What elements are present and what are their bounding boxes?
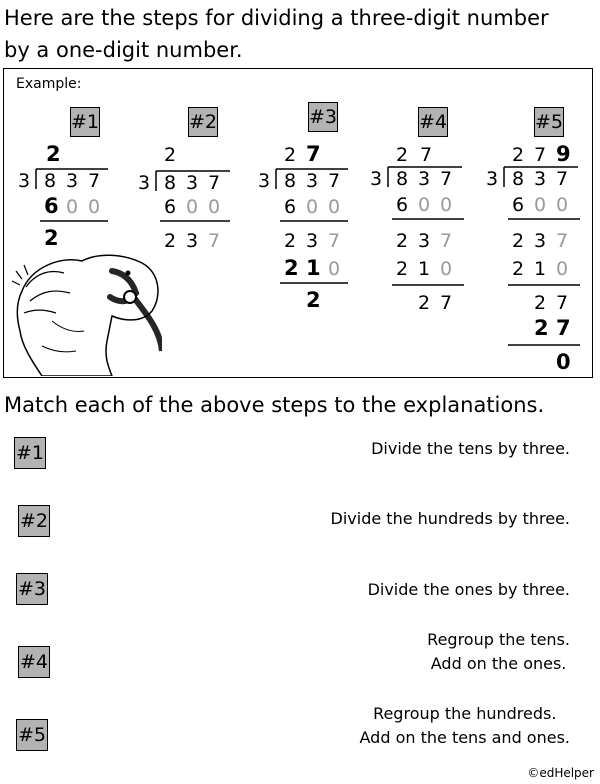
dividend-digit: 3 [534, 168, 547, 190]
placeholder-zero: 0 [328, 196, 341, 218]
dividend-digit: 3 [66, 170, 79, 192]
explanation-line: Divide the tens by three. [371, 439, 570, 458]
dividend-digit: 8 [284, 170, 297, 192]
explanation-2 [331, 507, 570, 531]
product-digit: 2 [512, 258, 525, 280]
copyright-text: ©edHelper [527, 766, 594, 780]
quotient-digit: 2 [164, 144, 177, 166]
dividend-digit: 7 [88, 170, 101, 192]
quotient-digit: 2 [46, 142, 61, 166]
horse-illustration [12, 251, 162, 376]
quotient-digit: 2 [284, 144, 297, 166]
placeholder-zero: 0 [186, 196, 199, 218]
placeholder-zero: 0 [440, 194, 453, 216]
product-digit: 1 [418, 258, 431, 280]
remainder-digit: 3 [418, 230, 431, 252]
match-label-4: #4 [18, 646, 50, 678]
match-label-5: #5 [16, 719, 48, 751]
brought-down-digit: 7 [208, 230, 221, 252]
brought-down-digit: 7 [328, 230, 341, 252]
product-digit: 6 [512, 194, 525, 216]
step-label-4: #4 [418, 107, 448, 137]
dividend-digit: 3 [306, 170, 319, 192]
step-label-3: #3 [308, 102, 338, 132]
step-label-5: #5 [534, 107, 564, 137]
product-digit: 2 [534, 316, 549, 340]
explanation-line: Add on the ones. [430, 654, 567, 673]
placeholder-zero: 0 [556, 194, 569, 216]
page-heading [4, 2, 596, 66]
product-digit: 6 [396, 194, 409, 216]
quotient-digit: 2 [396, 144, 409, 166]
remainder-digit: 2 [512, 230, 525, 252]
match-label-2: #2 [18, 505, 50, 537]
explanation-1 [371, 437, 570, 461]
remainder-digit: 2 [284, 230, 297, 252]
divisor: 3 [258, 170, 271, 192]
remainder-digit: 2 [44, 226, 59, 250]
product-digit: 2 [284, 256, 299, 280]
product-digit: 7 [556, 316, 571, 340]
explanation-line: Divide the hundreds by three. [330, 509, 570, 528]
remainder-digit: 7 [556, 292, 569, 314]
example-box [3, 68, 593, 378]
dividend-digit: 3 [418, 168, 431, 190]
heading-line-1: Here are the steps for dividing a three-digit number [4, 6, 549, 30]
remainder-digit: 2 [306, 288, 321, 312]
placeholder-zero: 0 [306, 196, 319, 218]
placeholder-zero: 0 [440, 258, 453, 280]
remainder-digit: 7 [440, 292, 453, 314]
explanation-5 [360, 702, 570, 750]
quotient-digit: 9 [556, 142, 571, 166]
division-step-5 [486, 142, 580, 374]
product-digit: 1 [306, 256, 321, 280]
divisor: 3 [486, 168, 499, 190]
dividend-digit: 7 [556, 168, 569, 190]
quotient-digit: 7 [306, 142, 321, 166]
product-digit: 1 [534, 258, 547, 280]
remainder-digit: 2 [418, 292, 431, 314]
product-digit: 6 [284, 196, 297, 218]
quotient-digit: 7 [420, 144, 433, 166]
dividend-digit: 8 [396, 168, 409, 190]
remainder-digit: 0 [556, 350, 571, 374]
remainder-digit: 3 [534, 230, 547, 252]
heading-line-2: by a one-digit number. [4, 38, 243, 62]
dividend-digit: 3 [186, 172, 199, 194]
division-step-2 [138, 144, 230, 252]
explanation-line: Regroup the hundreds. [373, 704, 557, 723]
placeholder-zero: 0 [88, 196, 101, 218]
remainder-digit: 3 [186, 230, 199, 252]
division-step-1 [18, 142, 108, 250]
remainder-digit: 2 [396, 230, 409, 252]
placeholder-zero: 0 [328, 258, 341, 280]
divisor: 3 [18, 170, 31, 192]
division-step-4 [370, 144, 464, 314]
remainder-digit: 3 [306, 230, 319, 252]
dividend-digit: 8 [164, 172, 177, 194]
dividend-digit: 7 [208, 172, 221, 194]
placeholder-zero: 0 [556, 258, 569, 280]
product-digit: 6 [164, 196, 177, 218]
explanation-line: Regroup the tens. [427, 630, 570, 649]
dividend-digit: 8 [44, 170, 57, 192]
quotient-digit: 7 [534, 144, 547, 166]
step-label-2: #2 [188, 107, 218, 137]
dividend-digit: 7 [328, 170, 341, 192]
match-label-3: #3 [16, 573, 48, 605]
explanation-4 [427, 628, 570, 676]
remainder-digit: 2 [534, 292, 547, 314]
product-digit: 6 [44, 194, 59, 218]
divisor: 3 [370, 168, 383, 190]
remainder-digit: 2 [164, 230, 177, 252]
explanation-line: Add on the tens and ones. [359, 728, 570, 747]
placeholder-zero: 0 [418, 194, 431, 216]
explanation-3 [368, 578, 570, 602]
step-label-1: #1 [70, 107, 100, 137]
placeholder-zero: 0 [208, 196, 221, 218]
product-digit: 2 [396, 258, 409, 280]
placeholder-zero: 0 [534, 194, 547, 216]
brought-down-digit: 7 [556, 230, 569, 252]
dividend-digit: 8 [512, 168, 525, 190]
brought-down-digit: 7 [440, 230, 453, 252]
dividend-digit: 7 [440, 168, 453, 190]
instruction-text: Match each of the above steps to the explanations. [4, 393, 545, 417]
match-label-1: #1 [14, 437, 46, 469]
placeholder-zero: 0 [66, 196, 79, 218]
divisor: 3 [138, 172, 151, 194]
explanation-line: Divide the ones by three. [367, 580, 570, 599]
example-label: Example: [16, 76, 82, 92]
quotient-digit: 2 [512, 144, 525, 166]
division-step-3 [258, 142, 348, 312]
